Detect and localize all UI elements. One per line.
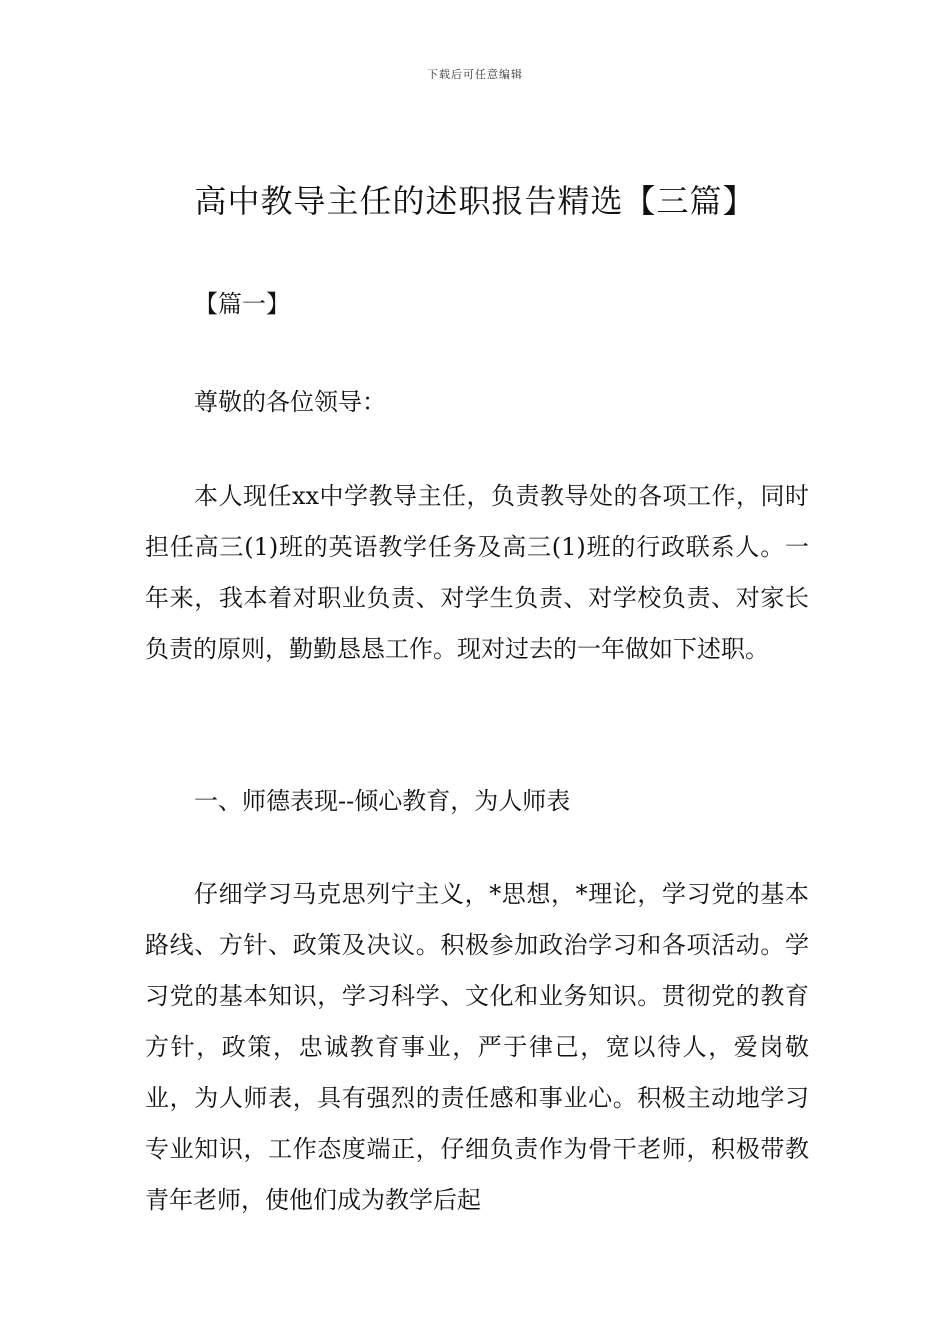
body-paragraph: 仔细学习马克思列宁主义，*思想，*理论，学习党的基本路线、方针、政策及决议。积极参加政治学习和各项活动。学习党的基本知识，学习科学、文化和业务知识。贯彻党的教育方针，政策，忠诚教育事业，严于律己，宽以待人，爱岗敬业，为人师表，具有强烈的责任感和事业心。积极主动地学习专业知识，工作态度端正，仔细负责作为骨干老师，积极带教青年老师，使他们成为教学后起	[145, 880, 809, 1214]
section-tag: 【篇一】	[194, 290, 290, 318]
document-title: 高中教导主任的述职报告精选【三篇】	[194, 182, 756, 220]
body-paragraph: 本人现任xx中学教导主任，负责教导处的各项工作，同时担任高三(1)班的英语教学任务及高三(1)班的行政联系人。一年来，我本着对职业负责、对学生负责、对学校负责、对家长负责的原则，勤勤恳恳工作。现对过去的一年做如下述职。	[145, 482, 809, 663]
section-heading: 一、师德表现--倾心教育，为人师表	[194, 787, 571, 815]
salutation: 尊敬的各位领导：	[194, 388, 386, 416]
header-note: 下载后可任意编辑	[427, 68, 523, 81]
